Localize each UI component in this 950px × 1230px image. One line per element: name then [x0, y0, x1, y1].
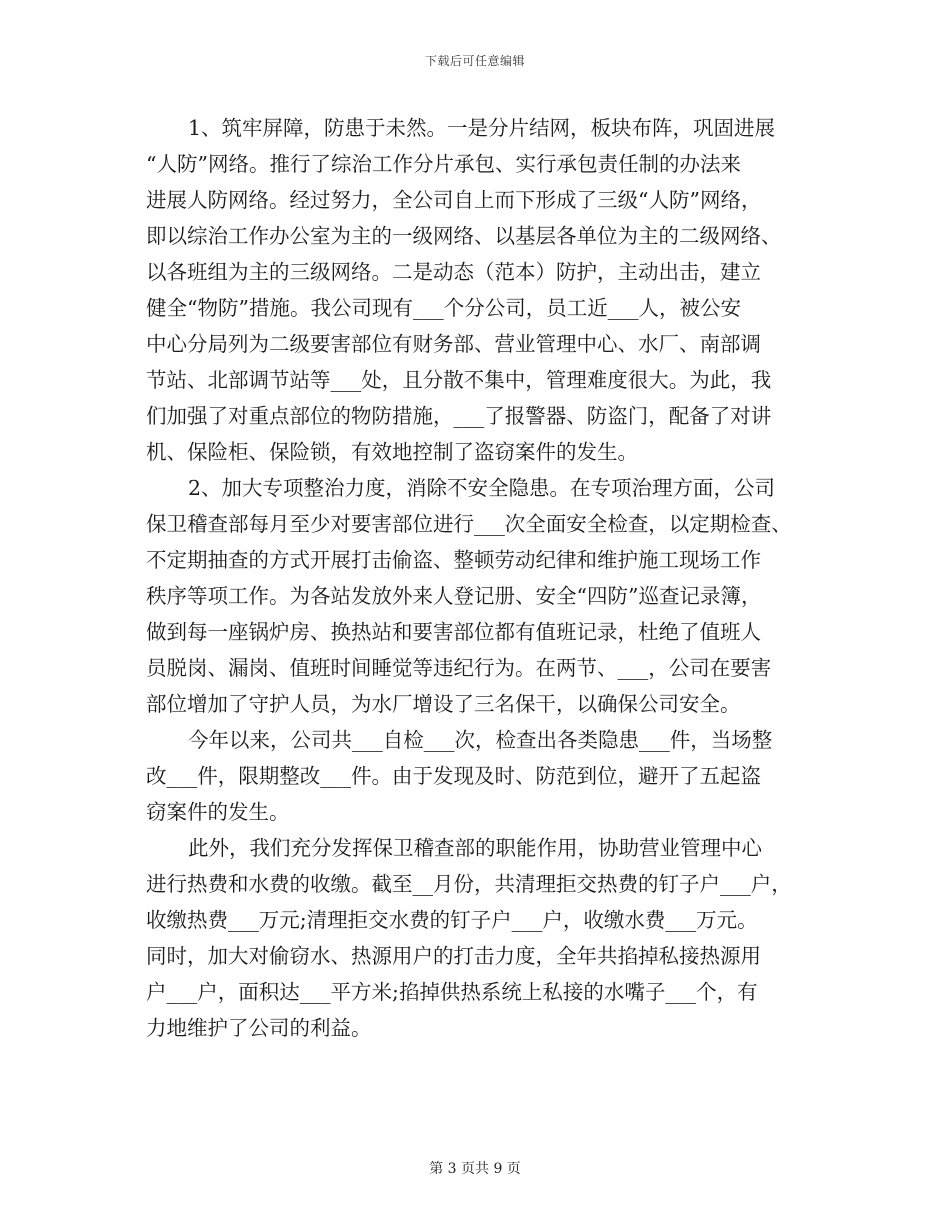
- body-line: 秩序等项工作。为各站发放外来人登记册、安全“四防”巡查记录簿，: [146, 584, 762, 608]
- body-line: 进展人防网络。经过努力，全公司自上而下形成了三级“人防”网络，: [146, 188, 762, 212]
- page-number: 第 3 页共 9 页: [429, 1161, 521, 1177]
- body-line: 节站、北部调节站等___处，且分散不集中，管理难度很大。为此，我: [146, 368, 772, 392]
- body-line: 户___户，面积达___平方米;掐掉供热系统上私接的水嘴子___个，有: [146, 980, 758, 1004]
- body-line: 以各班组为主的三级网络。二是动态（范本）防护，主动出击，建立: [146, 260, 761, 284]
- body-line: 部位增加了守护人员，为水厂增设了三名保干，以确保公司安全。: [146, 692, 741, 716]
- body-line: 做到每一座锅炉房、换热站和要害部位都有值班记录，杜绝了值班人: [146, 620, 761, 644]
- body-line: 即以综治工作办公室为主的一级网络、以基层各单位为主的二级网络、: [146, 224, 782, 248]
- body-line: 1、筑牢屏障，防患于未然。一是分片结网，板块布阵，巩固进展: [188, 116, 776, 140]
- body-line: 收缴热费___万元;清理拒交水费的钉子户___户，收缴水费___万元。: [146, 908, 758, 932]
- body-line: “人防”网络。推行了综治工作分片承包、实行承包责任制的办法来: [146, 152, 741, 176]
- body-line: 改___件，限期整改___件。由于发现及时、防范到位，避开了五起盗: [146, 764, 761, 788]
- body-line: 不定期抽查的方式开展打击偷盗、整顿劳动纪律和维护施工现场工作: [146, 548, 761, 572]
- body-line: 员脱岗、漏岗、值班时间睡觉等违纪行为。在两节、___，公司在要害: [146, 656, 772, 680]
- body-line: 2、加大专项整治力度，消除不安全隐患。在专项治理方面，公司: [188, 476, 776, 500]
- body-line: 中心分局列为二级要害部位有财务部、营业管理中心、水厂、南部调: [146, 332, 761, 356]
- body-line: 进行热费和水费的收缴。截至__月份，共清理拒交热费的钉子户___户，: [146, 872, 792, 896]
- body-line: 保卫稽查部每月至少对要害部位进行___次全面安全检查，以定期检查、: [146, 512, 792, 536]
- body-line: 机、保险柜、保险锁，有效地控制了盗窃案件的发生。: [146, 440, 638, 464]
- body-line: 同时，加大对偷窃水、热源用户的打击力度，全年共掐掉私接热源用: [146, 944, 761, 968]
- body-line: 窃案件的发生。: [146, 800, 290, 824]
- body-line: 力地维护了公司的利益。: [146, 1016, 372, 1040]
- document-body: [146, 110, 826, 1046]
- body-line: 今年以来，公司共___自检___次，检查出各类隐患___件，当场整: [188, 728, 773, 752]
- body-line: 们加强了对重点部位的物防措施，___了报警器、防盗门，配备了对讲: [146, 404, 772, 428]
- body-line: 健全“物防”措施。我公司现有___个分公司，员工近___人，被公安: [146, 296, 741, 320]
- body-line: 此外，我们充分发挥保卫稽查部的职能作用，协助营业管理中心: [188, 836, 762, 860]
- page-header: 下载后可任意编辑: [424, 54, 525, 68]
